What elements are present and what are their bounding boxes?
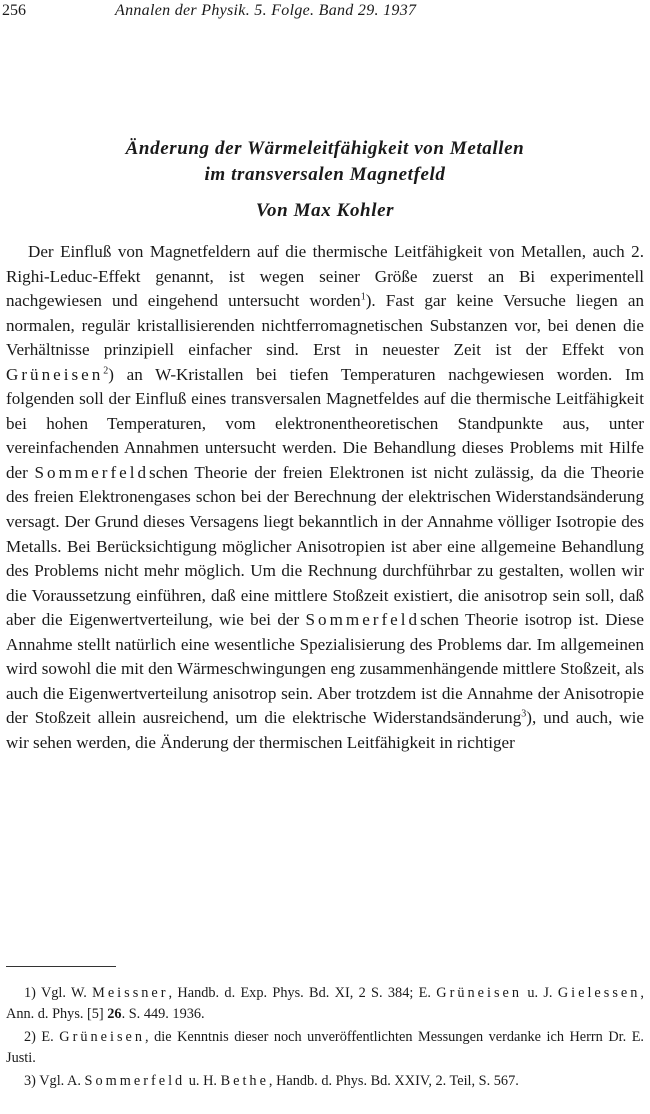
cited-author: Meissner: [92, 985, 169, 1001]
author-line: [0, 200, 650, 222]
cited-author: Sommerfeld: [84, 1073, 186, 1089]
article-title-line-1: Änderung der Wärmeleitfähigkeit von Metallen: [125, 138, 525, 159]
body-text-1: Der Einfluß von Magnetfeldern auf die thermische Leitfähigkeit von Metallen, auch 2. Righi-Leduc-Effekt genannt, ist wegen seiner Größe zuerst an Bi experimentell nachgewiesen und eingehend untersucht worden: [6, 242, 644, 311]
author-name-grueneisen: Grüneisen: [6, 364, 104, 384]
body-text-4: schen Theorie der freien Elektronen ist nicht zulässig, da die Theorie des freien Elektronengases schon bei der Berechnung der elektrischen Widerstandsänderung versagt. Der Grund dieses Versagens liegt bekanntlich in der Annahme völliger Isotropie des Metalls. Bei Berücksichtigung möglicher Anisotropien ist aber eine allgemeine Behandlung des Problems nicht mehr möglich. Um die Rechnung durchführbar zu gestalten, wollen wir die Voraussetzung einführen, daß eine mittlere Stoßzeit existiert, die anisotrop sein soll, daß aber die Eigenwertverteilung, wie bei der: [6, 462, 644, 630]
body-text-5: schen Theorie isotrop ist. Diese Annahme stellt natürlich eine wesentliche Spezialisierung des Problems dar. Im allgemeinen wird sowohl die mit den Wärmeschwingungen eng zusammenhängende mittlere Stoßzeit, als auch die Eigenwertverteilung anisotrop sein. Aber trotzdem ist die Annahme der Anisotropie der Stoßzeit allein ausreichend, um die elektrische Widerstandsänderung: [6, 610, 645, 728]
journal-reference: Annalen der Physik. 5. Folge. Band 29. 1937: [115, 2, 417, 19]
author-name-sommerfeld: Sommerfeld: [34, 462, 150, 482]
body-paragraph: [6, 240, 644, 755]
body-text-6: ), und auch, wie wir sehen werden, die Änderung der thermischen Leitfähigkeit in richtiger: [6, 708, 644, 752]
author-prefix: Von: [255, 200, 289, 221]
footnote-ref-3: 3: [521, 708, 527, 720]
article-title-line-2: im transversalen Magnetfeld: [204, 164, 446, 185]
cited-author: Grüneisen: [59, 1029, 146, 1045]
cited-author: Grüneisen: [436, 985, 523, 1001]
volume-number: 26: [107, 1006, 122, 1022]
footnote-3: 3) Vgl. A. Sommerfeld u. H. Bethe, Handb. d. Phys. Bd. XXIV, 2. Teil, S. 567.: [24, 1073, 519, 1089]
author-name: Max Kohler: [293, 200, 395, 221]
footnote-ref-1: 1: [360, 291, 366, 303]
footnote-2: 2) E. Grüneisen, die Kenntnis dieser noch unveröffentlichten Messungen verdanke ich Herrn Dr. E. Justi.: [6, 1029, 645, 1066]
page-number: 256: [2, 2, 26, 19]
cited-author: Gielessen: [557, 985, 641, 1001]
body-text-2: ). Fast gar keine Versuche liegen an normalen, regulär kristallisierenden nichtferromagnetischen Substanzen vor, bei denen die Verhältnisse prinzipiell einfacher sind. Erst in neuester Zeit ist der Effekt von: [6, 291, 644, 360]
footnote-ref-2: 2: [103, 365, 109, 377]
running-header: [2, 2, 648, 24]
footnote-divider: [6, 966, 116, 967]
body-text-3: ) an W-Kristallen bei tiefen Temperaturen nachgewiesen worden. Im folgenden soll der Einfluß eines transversalen Magnetfeldes auf die thermische Leitfähigkeit bei hohen Temperaturen, vom elektronentheoretischen Standpunkte aus, unter vereinfachenden Annahmen untersucht werden. Die Behandlung dieses Problems mit Hilfe der: [6, 364, 644, 482]
footnotes: [6, 983, 644, 1092]
author-name-sommerfeld: Sommerfeld: [305, 610, 421, 630]
cited-author: Bethe: [220, 1073, 269, 1089]
footnote-1: 1) Vgl. W. Meissner, Handb. d. Exp. Phys. Bd. XI, 2 S. 384; E. Grüneisen u. J. Gielessen, Ann. d. Phys. [5] 26. S. 449. 1936.: [6, 985, 644, 1022]
